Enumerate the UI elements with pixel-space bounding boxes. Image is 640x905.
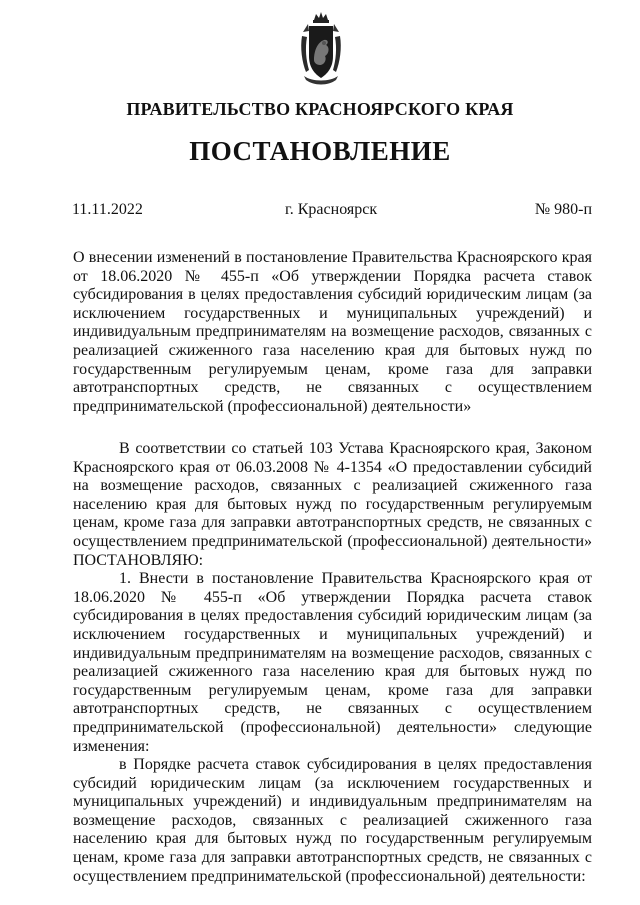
document-number: № 980-п: [534, 201, 592, 218]
government-title: ПРАВИТЕЛЬСТВО КРАСНОЯРСКОГО КРАЯ: [126, 99, 514, 119]
document-subject: О внесении изменений в постановление Правительства Красноярского края от 18.06.2020 № 455-п «Об утверждении Порядка расчета ставок субсидирования в целях предоставления субсидий юридическим лицам (за исключением государственных и муниципальных учреждений) и индивидуальным предпринимателям на возмещение расходов, связанных с реализацией сжиженного газа населению края для бытовых нужд по государственным регулируемым ценам, кроме газа для заправки автотранспортных средств, не связанных с осуществлением предпринимательской (профессиональной) деятельности»: [73, 249, 592, 415]
body-item-1-sub-paragraph: в Порядке расчета ставок субсидирования в целях предоставления субсидий юридическим лицам (за исключением государственных и муниципальных учреждений) и индивидуальным предпринимателям на возмещение расходов, связанных с реализацией сжиженного газа населению края для бытовых нужд по государственным регулируемым ценам, кроме газа для заправки автотранспортных средств, не связанных с осуществлением предпринимательской (профессиональной) деятельности:: [73, 756, 592, 885]
document-date: 11.11.2022: [72, 201, 143, 218]
document-meta-row: [72, 201, 592, 221]
body-preamble-paragraph: В соответствии со статьей 103 Устава Красноярского края, Законом Красноярского края от 06.03.2008 № 4-1354 «О предоставлении субсидий на возмещение расходов, связанных с реализацией сжиженного газа населению края для бытовых нужд по государственным регулируемым ценам, кроме газа для заправки автотранспортных средств, не связанных с осуществлением предпринимательской (профессиональной) деятельности» ПОСТАНОВЛЯЮ:: [73, 440, 592, 569]
document-type-heading: ПОСТАНОВЛЕНИЕ: [189, 136, 451, 166]
coat-of-arms-emblem-icon: [298, 10, 344, 88]
document-city: г. Красноярск: [285, 201, 378, 218]
document-body: [73, 440, 592, 886]
body-item-1-paragraph: 1. Внести в постановление Правительства Красноярского края от 18.06.2020 № 455-п «Об утверждении Порядка расчета ставок субсидирования в целях предоставления субсидий юридическим лицам (за исключением государственных и муниципальных учреждений) и индивидуальным предпринимателям на возмещение расходов, связанных с реализацией сжиженного газа населению края для бытовых нужд по государственным регулируемым ценам, кроме газа для заправки автотранспортных средств, не связанных с осуществлением предпринимательской (профессиональной) деятельности» следующие изменения:: [73, 570, 592, 755]
